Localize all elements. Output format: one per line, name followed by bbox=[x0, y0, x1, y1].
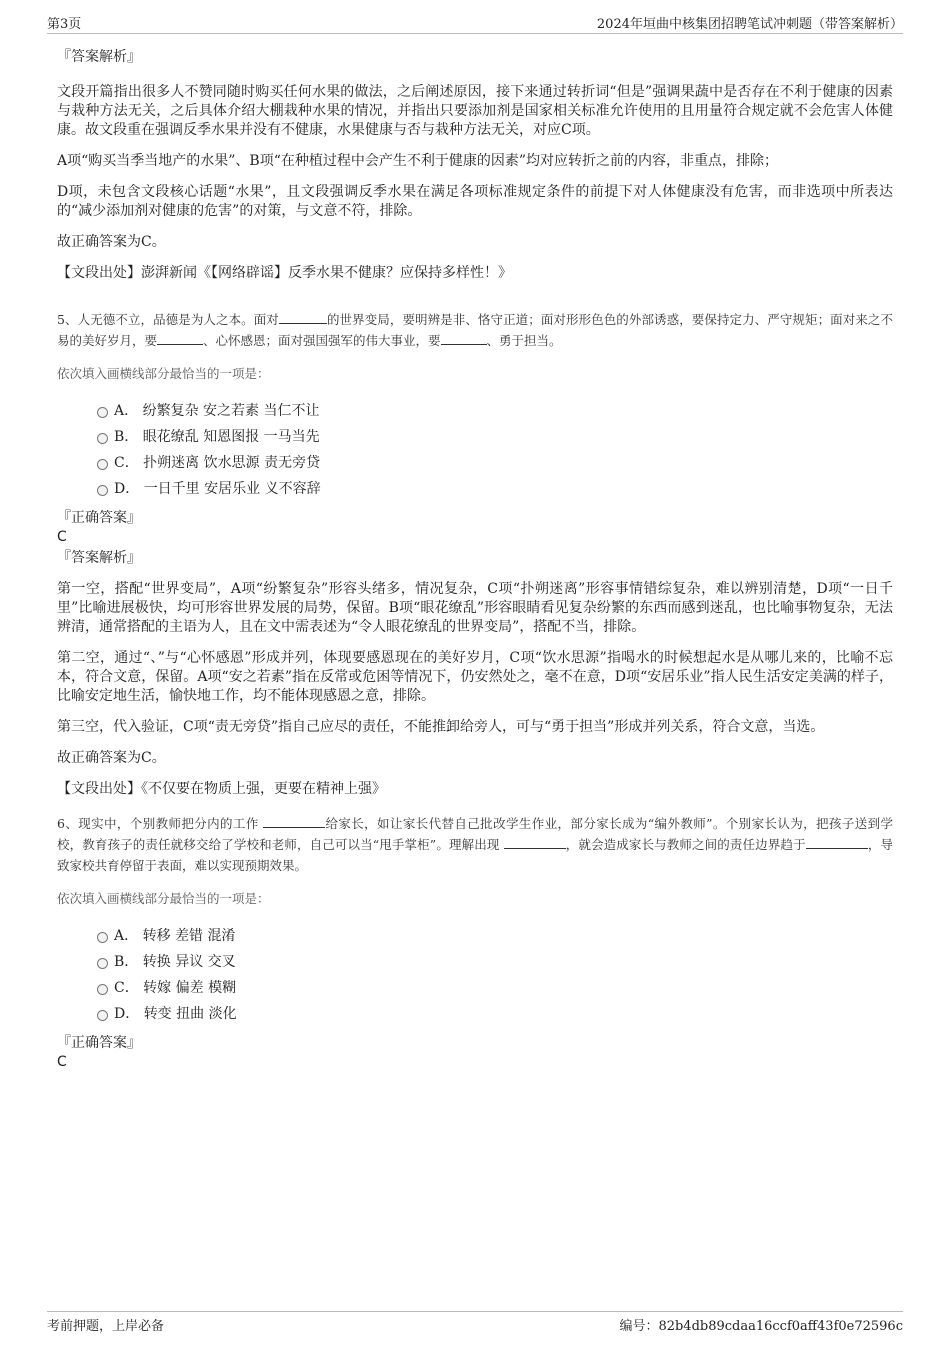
analysis-paragraph: 第一空，搭配“世界变局”，A项“纷繁复杂”形容头绪多，情况复杂，C项“扑朔迷离”形容事情错综复杂，难以辨别清楚，D项“一日千里”比喻进展极快，均可形容世界发展的局势，保留。B项“眼花缭乱”形容眼睛看见复杂纷繁的东西而感到迷乱，也比喻事物复杂，无法辨清，通常搭配的主语为人，且在文中需表述为“令人眼花缭乱的世界变局”，搭配不当，排除。 bbox=[57, 581, 893, 635]
question-5-stem: 5、人无德不立，品德是为人之本。面对 的世界变局，要明辨是非、恪守正道；面对形形色色的外部诱惑，要保持定力、严守规矩；面对来之不易的美好岁月，要 、心怀感恩；面对强国强军的伟大事业，要 、勇于担当。 bbox=[57, 312, 893, 348]
option-c[interactable]: C． 扑朔迷离 饮水思源 责无旁贷 bbox=[57, 450, 893, 476]
main-content bbox=[57, 44, 893, 1071]
option-b[interactable]: B． 眼花缭乱 知恩图报 一马当先 bbox=[57, 424, 893, 450]
analysis-paragraph: A项“购买当季当地产的水果”、B项“在种植过程中会产生不利于健康的因素”均对应转折之前的内容，非重点，排除； bbox=[57, 153, 779, 169]
radio-icon[interactable] bbox=[97, 984, 108, 995]
question-6-options bbox=[57, 923, 893, 1027]
option-d[interactable]: D． 一日千里 安居乐业 义不容辞 bbox=[57, 476, 893, 502]
radio-icon[interactable] bbox=[97, 459, 108, 470]
answer-label: 『正确答案』 bbox=[57, 510, 141, 526]
radio-icon[interactable] bbox=[97, 932, 108, 943]
option-b[interactable]: B． 转换 异议 交叉 bbox=[57, 949, 893, 975]
analysis-paragraph: D项，未包含文段核心话题“水果”，且文段强调反季水果在满足各项标准规定条件的前提下对人体健康没有危害，而非选项中所表达的“减少添加剂对健康的危害”的对策，与文意不符，排除。 bbox=[57, 184, 893, 219]
radio-icon[interactable] bbox=[97, 485, 108, 496]
question-5-instruction: 依次填入画横线部分最恰当的一项是： bbox=[57, 366, 270, 381]
source-note: 【文段出处】《不仅要在物质上强，更要在精神上强》 bbox=[57, 781, 386, 797]
option-c[interactable]: C． 转嫁 偏差 模糊 bbox=[57, 975, 893, 1001]
page-header bbox=[47, 13, 903, 34]
answer-label: 『正确答案』 bbox=[57, 1035, 141, 1051]
radio-icon[interactable] bbox=[97, 958, 108, 969]
correct-answer: C bbox=[57, 1054, 67, 1070]
source-note: 【文段出处】澎湃新闻《【网络辟谣】反季水果不健康？应保持多样性！》 bbox=[57, 265, 512, 281]
analysis-paragraph: 第三空，代入验证，C项“责无旁贷”指自己应尽的责任，不能推卸给旁人，可与“勇于担当”形成并列关系，符合文意，当选。 bbox=[57, 719, 825, 735]
option-a[interactable]: A． 纷繁复杂 安之若素 当仁不让 bbox=[57, 398, 893, 424]
radio-icon[interactable] bbox=[97, 407, 108, 418]
radio-icon[interactable] bbox=[97, 433, 108, 444]
analysis-paragraph: 故正确答案为C。 bbox=[57, 750, 166, 766]
question-6-stem: 6、现实中，个别教师把分内的工作 给家长，如让家长代替自己批改学生作业，部分家长成为“编外教师”。个别家长认为，把孩子送到学校，教育孩子的责任就移交给了学校和老师，自己可以当“甩手掌柜”。理解出现 ，就会造成家长与教师之间的责任边界趋于 ，导致家校共育停留于表面，难以实现预期效果。 bbox=[57, 816, 893, 873]
correct-answer: C bbox=[57, 529, 67, 545]
analysis-paragraph: 文段开篇指出很多人不赞同随时购买任何水果的做法，之后阐述原因，接下来通过转折词“但是”强调果蔬中是否存在不利于健康的因素与栽种方法无关，之后具体介绍大棚栽种水果的情况，并指出只要添加剂是国家相关标准允许使用的且用量符合规定就不会危害人体健康。故文段重在强调反季水果并没有不健康，水果健康与否与栽种方法无关，对应C项。 bbox=[57, 84, 893, 138]
document-title: 2024年垣曲中核集团招聘笔试冲刺题（带答案解析） bbox=[596, 17, 903, 32]
analysis-paragraph: 第二空，通过“、”与“心怀感恩”形成并列，体现要感恩现在的美好岁月，C项“饮水思源”指喝水的时候想起水是从哪儿来的，比喻不忘本，符合文意，保留。A项“安之若素”指在反常或危困等情况下，仍安然处之，毫不在意，D项“安居乐业”指人民生活安定美满的样子，比喻安定地生活，愉快地工作，均不能体现感恩之意，排除。 bbox=[57, 650, 893, 704]
question-5-options bbox=[57, 398, 893, 502]
page-number: 第3页 bbox=[47, 17, 82, 32]
option-a[interactable]: A． 转移 差错 混淆 bbox=[57, 923, 893, 949]
option-d[interactable]: D． 转变 扭曲 淡化 bbox=[57, 1001, 893, 1027]
document-code: 编号：82b4db89cdaa16ccf0aff43f0e72596c bbox=[619, 1319, 903, 1334]
analysis-paragraph: 故正确答案为C。 bbox=[57, 234, 166, 250]
analysis-label: 『答案解析』 bbox=[57, 550, 141, 566]
question-6-instruction: 依次填入画横线部分最恰当的一项是： bbox=[57, 891, 270, 906]
radio-icon[interactable] bbox=[97, 1010, 108, 1021]
page-footer bbox=[47, 1311, 903, 1335]
analysis-label: 『答案解析』 bbox=[57, 49, 141, 65]
footer-slogan: 考前押题，上岸必备 bbox=[47, 1319, 165, 1334]
